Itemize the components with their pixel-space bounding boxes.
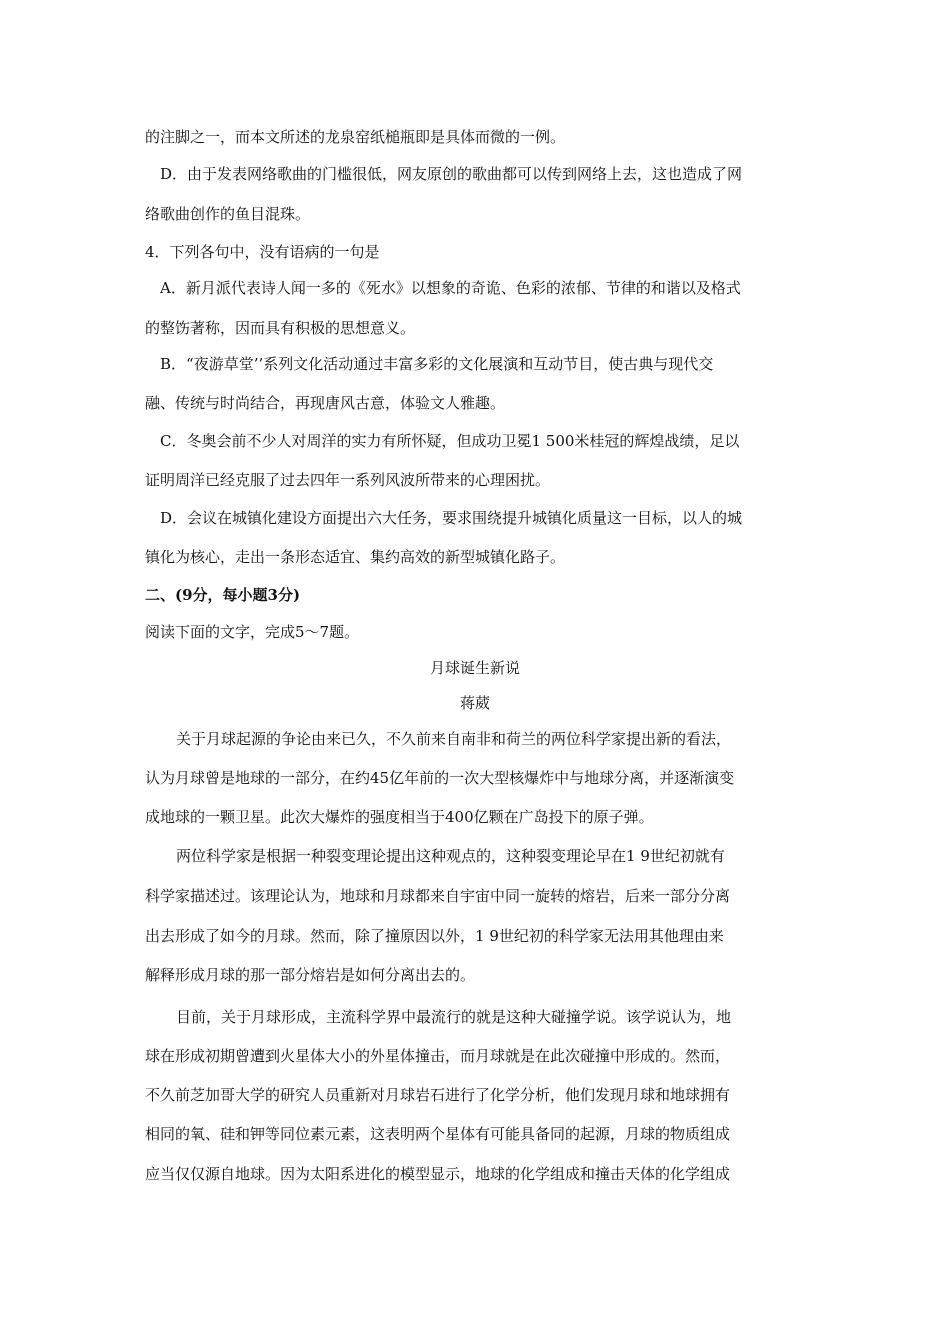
text-line: 的整饬著称，因而具有积极的思想意义。 bbox=[145, 319, 416, 337]
paragraph-line: 目前，关于月球形成，主流科学界中最流行的就是这种大碰撞学说。该学说认为，地 bbox=[176, 1008, 732, 1026]
paragraph-line: 应当仅仅源自地球。因为太阳系进化的模型显示，地球的化学组成和撞击天体的化学组成 bbox=[145, 1165, 731, 1183]
option-a-line: A．新月派代表诗人闻一多的《死水》以想象的奇诡、色彩的浓郁、节律的和谐以及格式 bbox=[160, 279, 741, 297]
paragraph-line: 认为月球曾是地球的一部分，在约45亿年前的一次大型核爆炸中与地球分离，并逐渐演变 bbox=[145, 769, 735, 787]
option-b-line: B．“夜游草堂’’系列文化活动通过丰富多彩的文化展演和互动节目，使古典与现代交 bbox=[160, 355, 714, 373]
paragraph-line: 成地球的一颗卫星。此次大爆炸的强度相当于400亿颗在广岛投下的原子弹。 bbox=[145, 808, 654, 826]
text-line: 镇化为核心，走出一条形态适宜、集约高效的新型城镇化路子。 bbox=[145, 548, 566, 566]
text-line: 融、传统与时尚结合，再现唐风古意，体验文人雅趣。 bbox=[145, 394, 506, 412]
reading-instruction: 阅读下面的文字，完成5～7题。 bbox=[145, 623, 360, 641]
question-4: 4．下列各句中，没有语病的一句是 bbox=[145, 243, 380, 261]
option-d-line: D．由于发表网络歌曲的门槛很低，网友原创的歌曲都可以传到网络上去，这也造成了网 bbox=[160, 165, 743, 183]
option-c-line: C．冬奥会前不少人对周洋的实力有所怀疑，但成功卫冕1 500米桂冠的辉煌战绩，足以 bbox=[160, 432, 740, 450]
paragraph-line: 两位科学家是根据一种裂变理论提出这种观点的，这种裂变理论早在1 9世纪初就有 bbox=[176, 847, 725, 865]
text-line: 证明周洋已经克服了过去四年一系列风波所带来的心理困扰。 bbox=[145, 471, 551, 489]
paragraph-line: 关于月球起源的争论由来已久，不久前来自南非和荷兰的两位科学家提出新的看法， bbox=[176, 730, 732, 748]
option-d-line: D．会议在城镇化建设方面提出六大任务，要求围绕提升城镇化质量这一目标，以人的城 bbox=[160, 509, 743, 527]
text-line: 络歌曲创作的鱼目混珠。 bbox=[145, 205, 311, 223]
paragraph-line: 球在形成初期曾遭到火星体大小的外星体撞击，而月球就是在此次碰撞中形成的。然而， bbox=[145, 1047, 731, 1065]
text-line: 的注脚之一，而本文所述的龙泉窑纸槌瓶即是具体而微的一例。 bbox=[145, 128, 566, 146]
article-author: 蒋葳 bbox=[459, 694, 490, 712]
article-title: 月球诞生新说 bbox=[429, 659, 520, 677]
paragraph-line: 出去形成了如今的月球。然而，除了撞原因以外，1 9世纪初的科学家无法用其他理由来 bbox=[145, 927, 724, 945]
paragraph-line: 不久前芝加哥大学的研究人员重新对月球岩石进行了化学分析，他们发现月球和地球拥有 bbox=[145, 1086, 731, 1104]
paragraph-line: 解释形成月球的那一部分熔岩是如何分离出去的。 bbox=[145, 966, 476, 984]
paragraph-line: 科学家描述过。该理论认为，地球和月球都来自宇宙中同一旋转的熔岩，后来一部分分离 bbox=[145, 887, 731, 905]
section-heading: 二、(9分，每小题3分) bbox=[145, 586, 301, 604]
paragraph-line: 相同的氧、硅和钾等同位素元素，这表明两个星体有可能具备同的起源，月球的物质组成 bbox=[145, 1125, 731, 1143]
